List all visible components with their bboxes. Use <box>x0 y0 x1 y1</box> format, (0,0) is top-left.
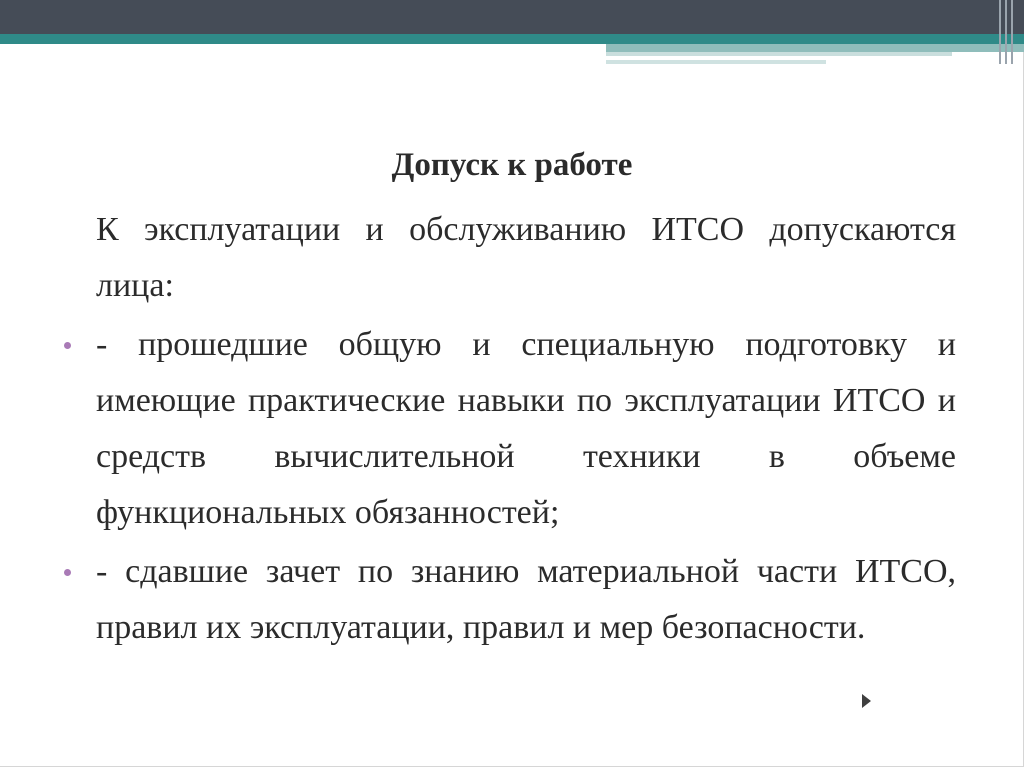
list-item <box>96 544 956 656</box>
next-arrow-icon <box>862 694 871 708</box>
decorative-line-short <box>606 60 826 64</box>
slide-body <box>96 202 956 656</box>
list-item <box>96 317 956 541</box>
intro-paragraph: К эксплуатации и обслуживанию ИТСО допускаются лица: <box>96 211 956 304</box>
accent-stripe <box>0 34 1024 44</box>
decorative-line <box>606 52 952 56</box>
list-item-text: - сдавшие зачет по знанию материальной части ИТСО, правил их эксплуатации, правил и мер безопасности. <box>96 553 956 646</box>
bullet-icon <box>64 317 74 373</box>
header-band <box>0 0 1024 34</box>
accent-notch <box>606 44 1024 52</box>
bullet-icon <box>64 544 74 600</box>
slide-title: Допуск к работе <box>391 147 633 183</box>
list-item-text: - прошедшие общую и специальную подготовку и имеющие практические навыки по эксплуатации ИТСО и средств вычислительной техники в объеме функциональных обязанностей; <box>96 326 956 531</box>
corner-decoration <box>997 0 1017 64</box>
